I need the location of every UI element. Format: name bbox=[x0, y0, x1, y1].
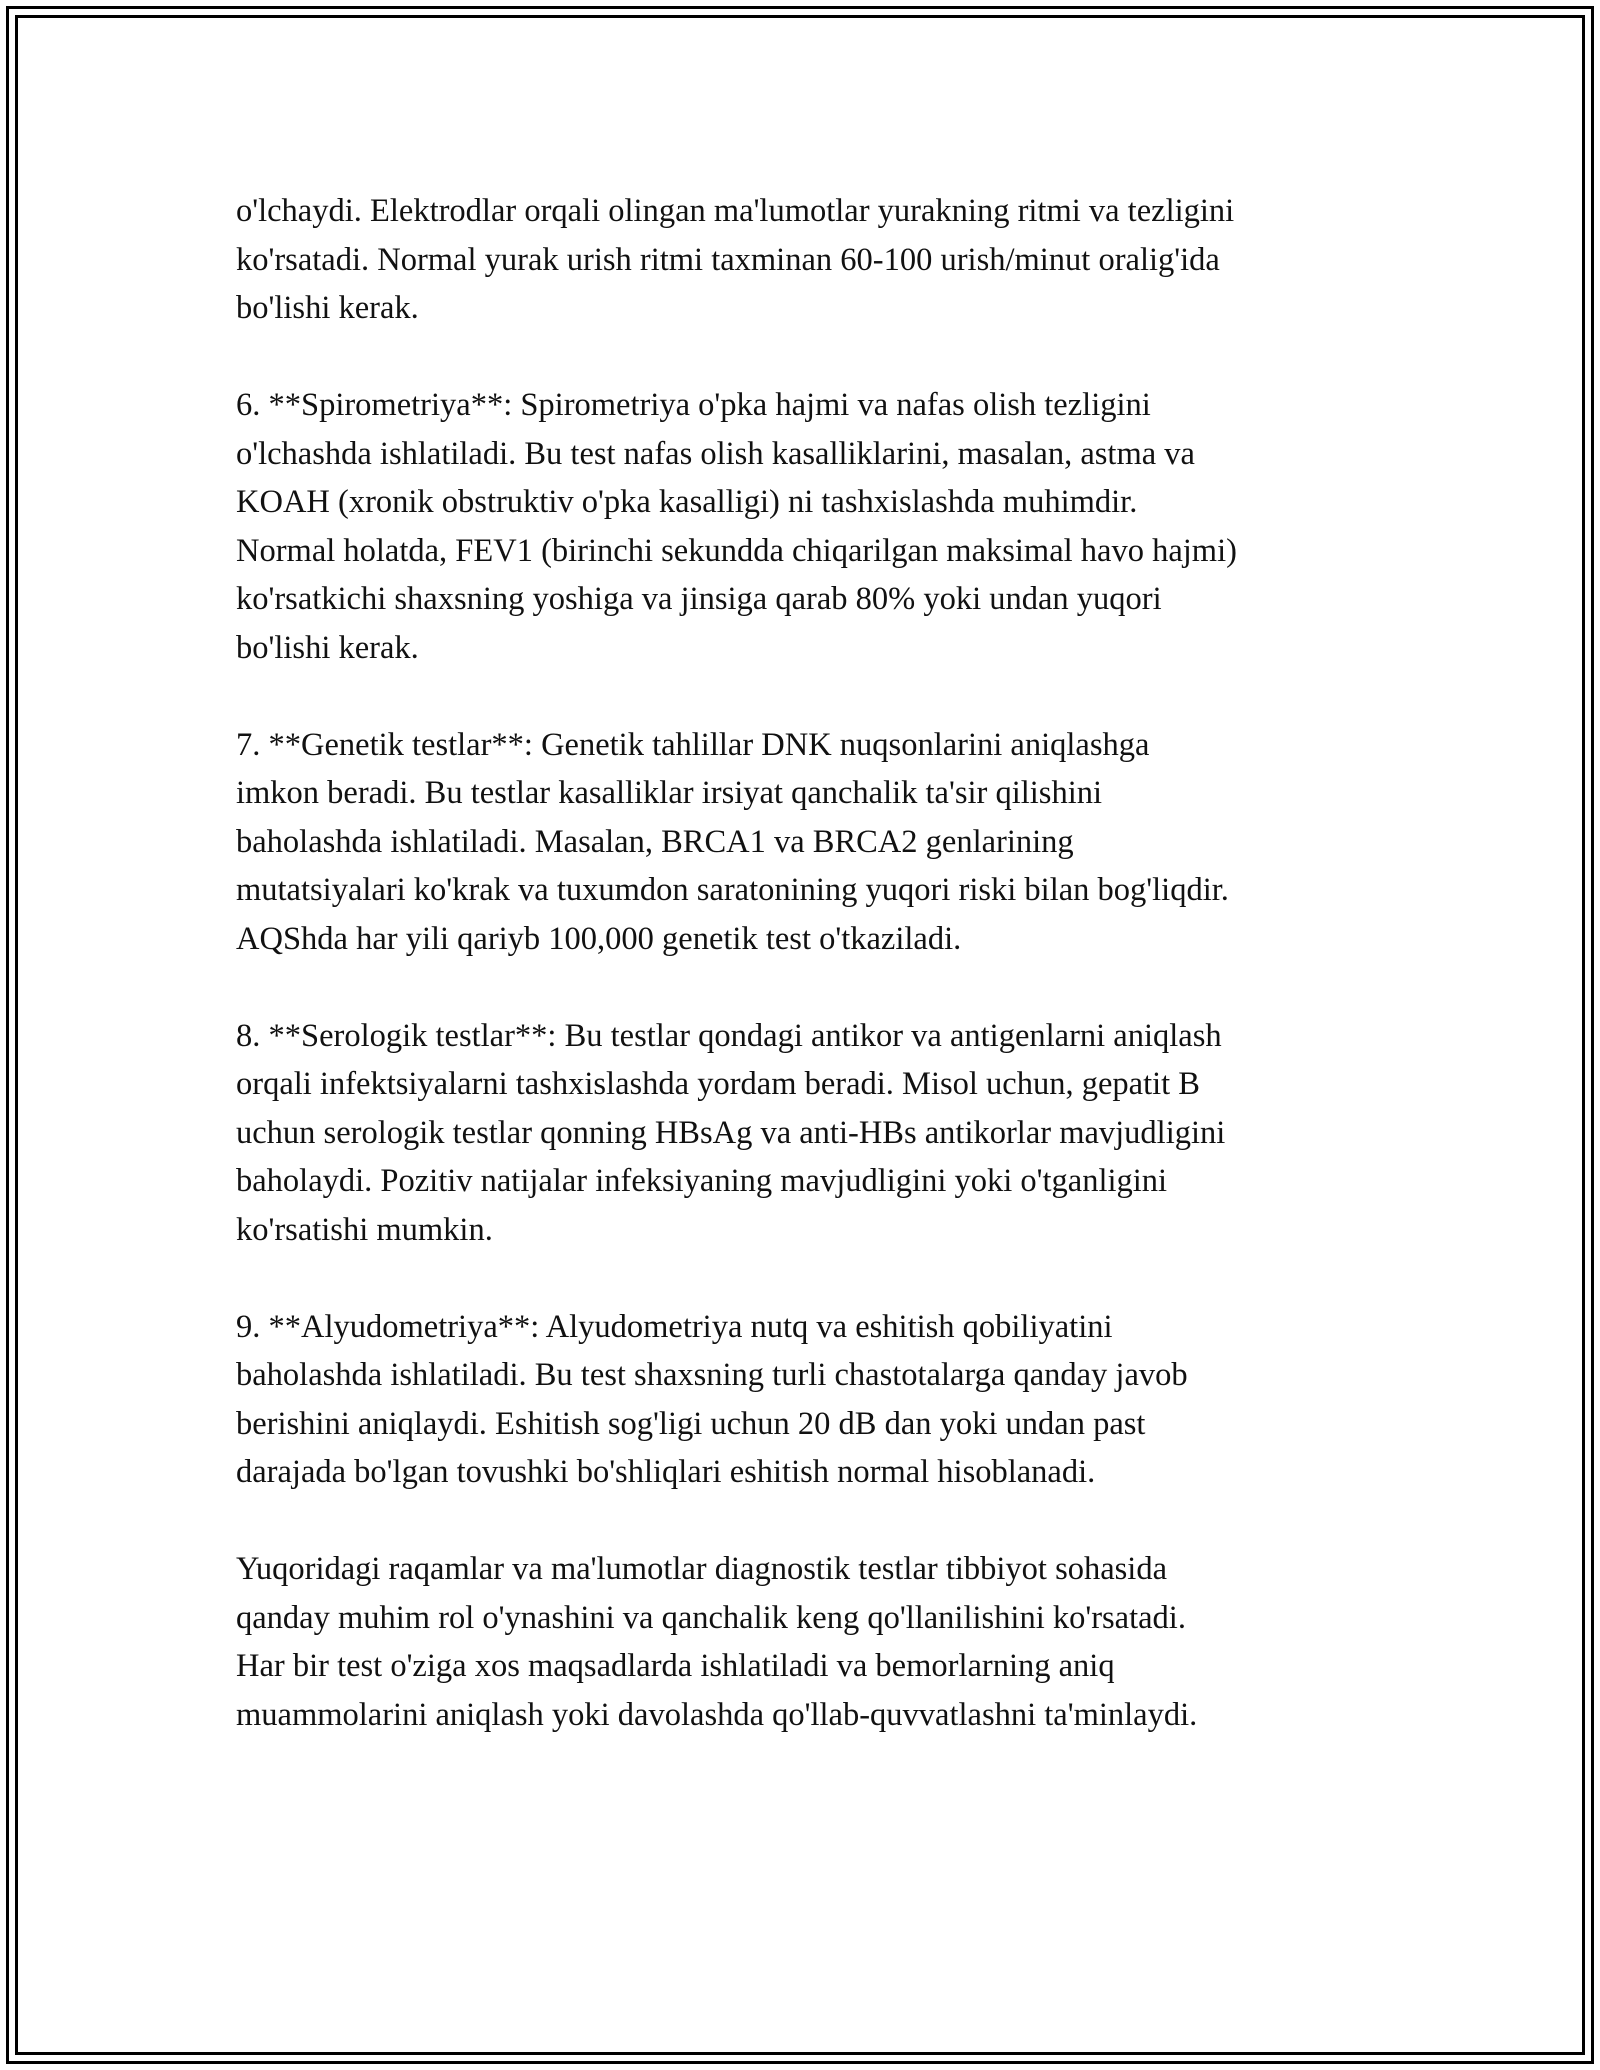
paragraph-conclusion: Yuqoridagi raqamlar va ma'lumotlar diagnostik testlar tibbiyot sohasida qanday muhim rol o'ynashini va qanchalik keng qo'llanilishini ko'rsatadi. Har bir test o'ziga xos maqsadlarda ishlatiladi va bemorlarning aniq muammolarini aniqlash yoki davolashda qo'llab-quvvatlashni ta'minlaydi. bbox=[236, 1551, 1198, 1733]
paragraph-genetik-testlar: 7. **Genetik testlar**: Genetik tahlillar DNK nuqsonlarini aniqlashga imkon beradi. Bu testlar kasalliklar irsiyat qanchalik ta'sir qilishini baholashda ishlatiladi. Masalan, BRCA1 va BRCA2 genlarining mutatsiyalari ko'krak va tuxumdon saratonining yuqori riski bilan bog'liqdir. AQShda har yili qariyb 100,000 genetik test o'tkaziladi. bbox=[236, 726, 1229, 957]
paragraph-alyudometriya: 9. **Alyudometriya**: Alyudometriya nutq va eshitish qobiliyatini baholashda ishlatiladi. Bu test shaxsning turli chastotalarga qanday javob berishini aniqlaydi. Eshitish sog'ligi uchun 20 dB dan yoki undan past darajada bo'lgan tovushki bo'shliqlari eshitish normal hisoblanadi. bbox=[236, 1308, 1188, 1490]
paragraph-spirometriya: 6. **Spirometriya**: Spirometriya o'pka hajmi va nafas olish tezligini o'lchashda ishlatiladi. Bu test nafas olish kasalliklarini, masalan, astma va KOAH (xronik obstruktiv o'pka kasalligi) ni tashxislashda muhimdir. Normal holatda, FEV1 (birinchi sekundda chiqarilgan maksimal havo hajmi) ko'rsatkichi shaxsning yoshiga va jinsiga qarab 80% yoki undan yuqori bo'lishi kerak. bbox=[236, 387, 1237, 666]
document-body bbox=[236, 187, 1396, 1739]
paragraph-ecg-continuation: o'lchaydi. Elektrodlar orqali olingan ma'lumotlar yurakning ritmi va tezligini ko'rsatadi. Normal yurak urish ritmi taxminan 60-100 urish/minut oralig'ida bo'lishi kerak. bbox=[236, 193, 1235, 326]
paragraph-serologik-testlar: 8. **Serologik testlar**: Bu testlar qondagi antikor va antigenlarni aniqlash orqali infektsiyalarni tashxislashda yordam beradi. Misol uchun, gepatit B uchun serologik testlar qonning HBsAg va anti-HBs antikorlar mavjudligini baholaydi. Pozitiv natijalar infeksiyaning mavjudligini yoki o'tganligini ko'rsatishi mumkin. bbox=[236, 1017, 1226, 1248]
